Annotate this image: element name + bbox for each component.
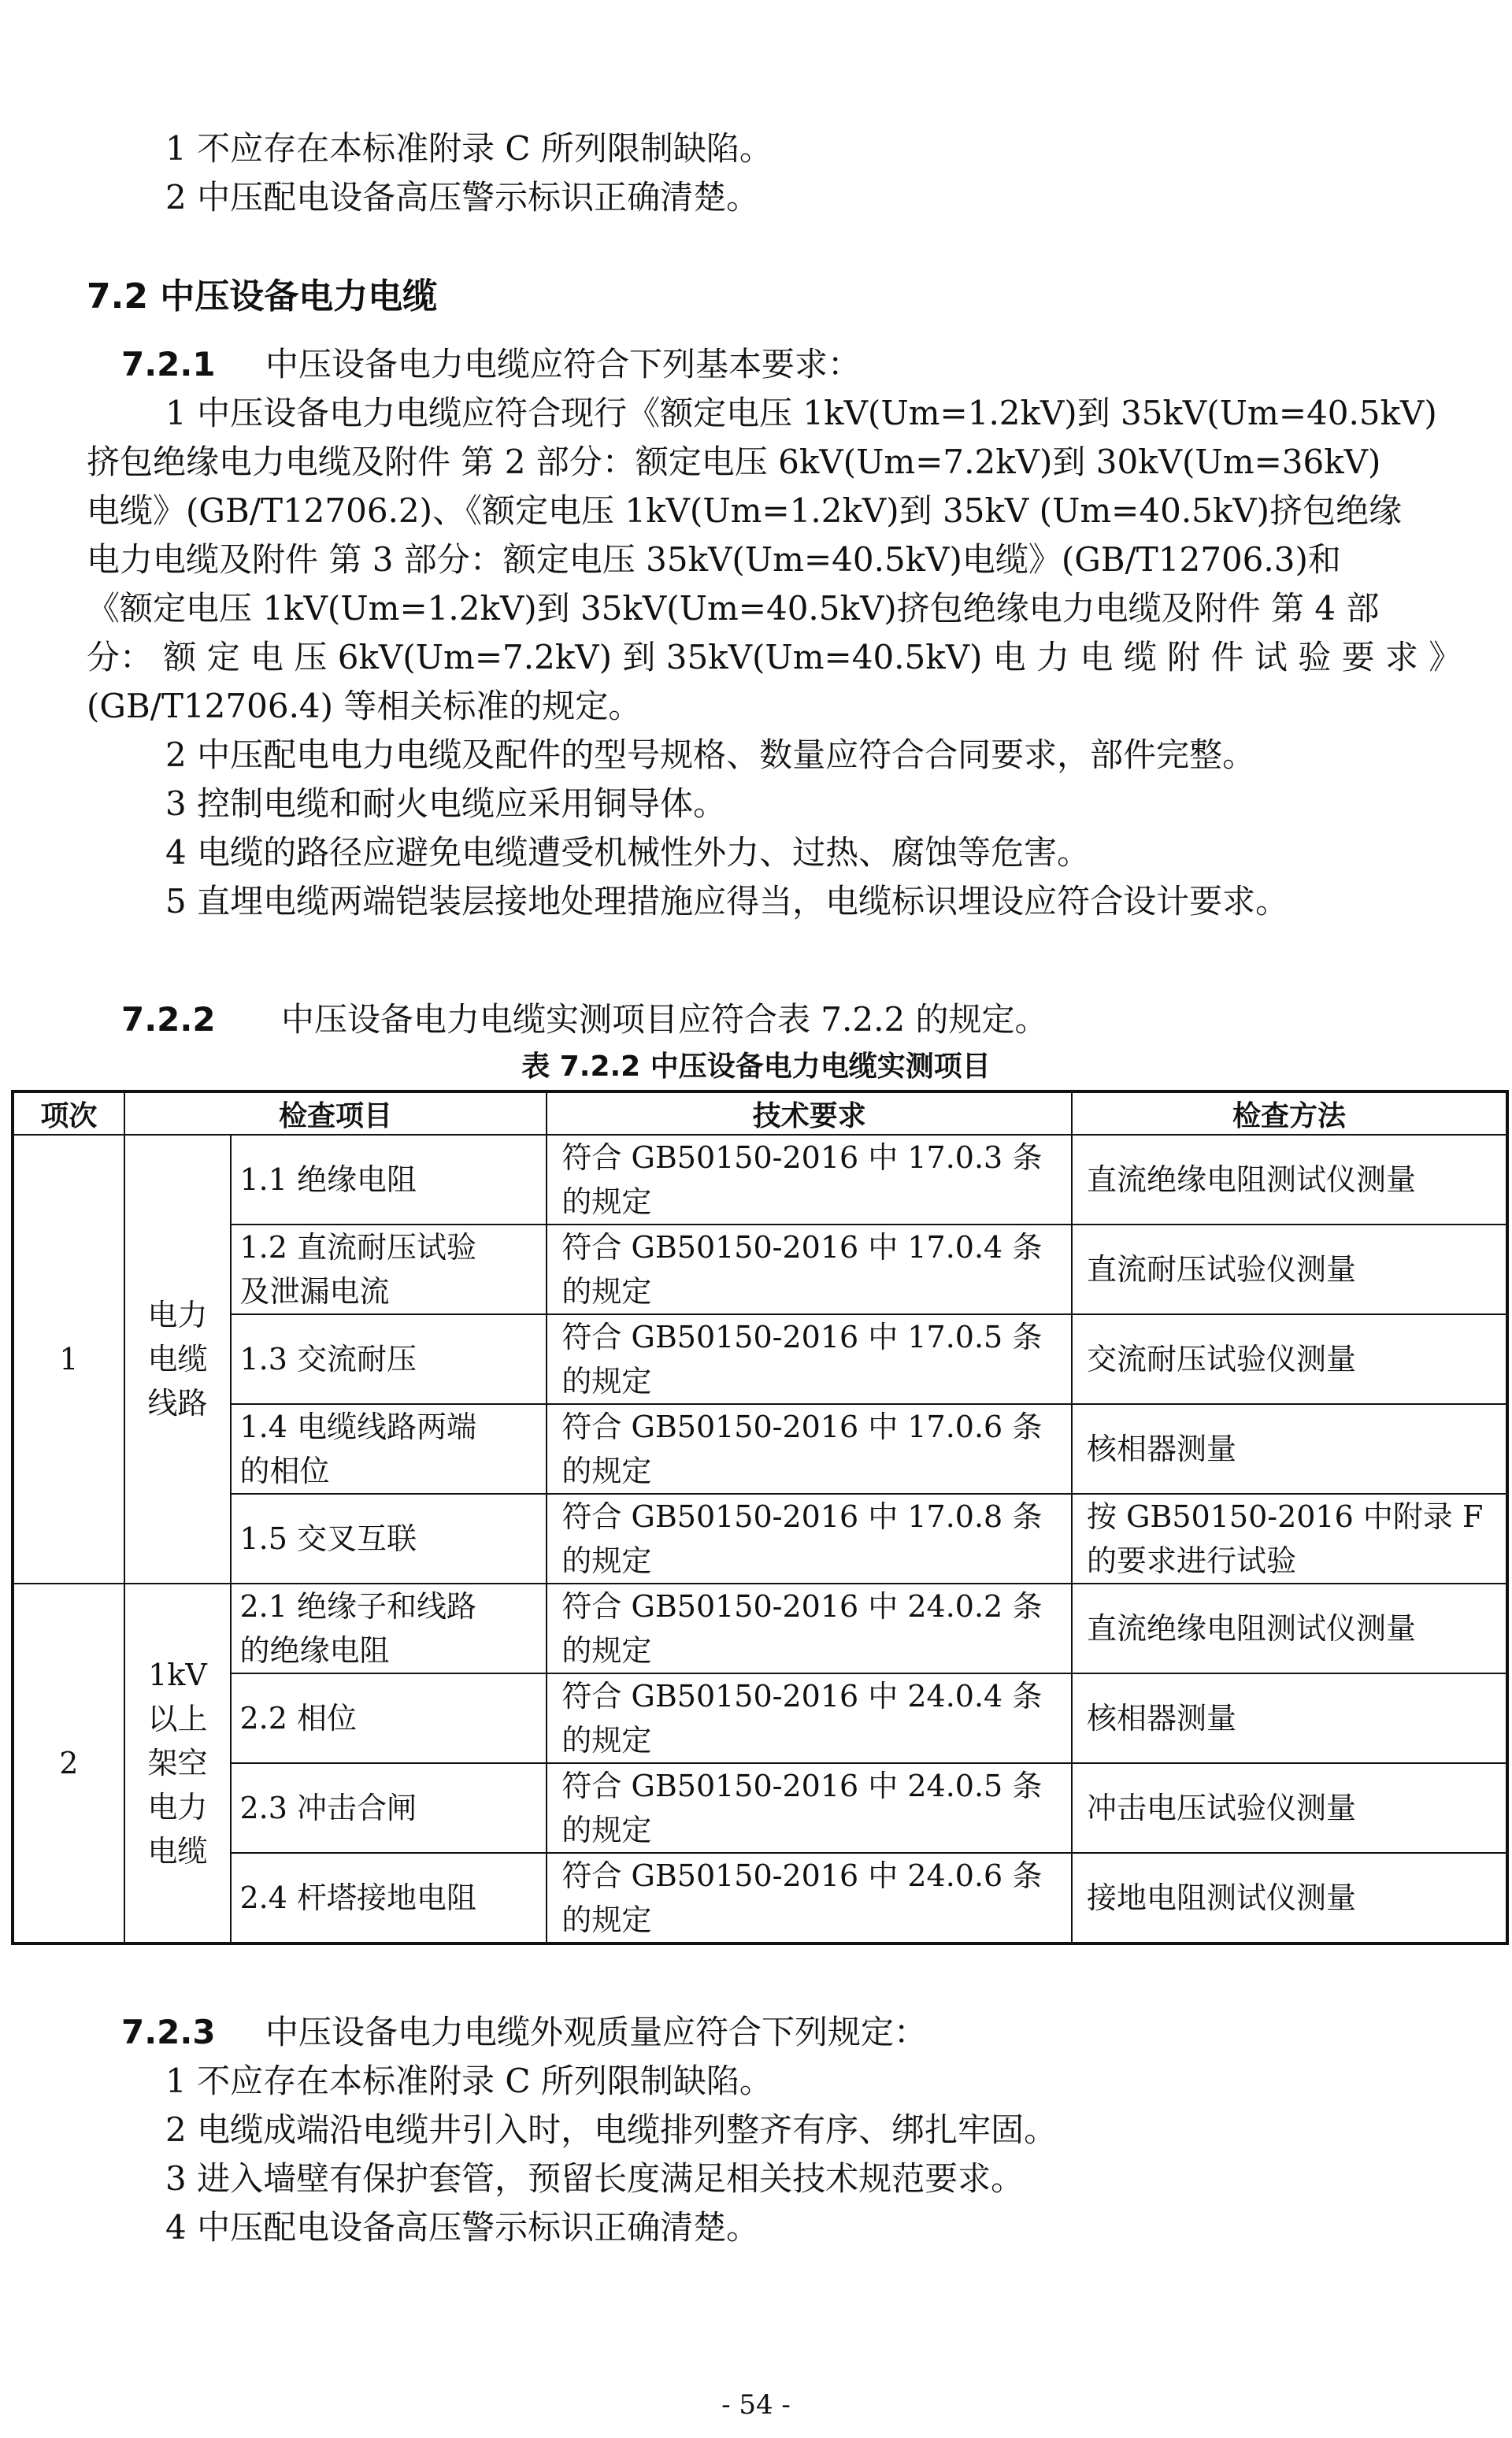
method (1072, 1135, 1507, 1225)
method (1072, 1853, 1507, 1943)
group-number: 1 (13, 1135, 124, 1584)
clause-number: 7.2.2 (121, 1000, 216, 1039)
requirement-line: 的规定 (561, 1813, 652, 1847)
method (1072, 1763, 1507, 1853)
check-item (231, 1135, 547, 1225)
method (1072, 1494, 1507, 1584)
table-row (13, 1584, 1507, 1673)
clause-721-item-2: 2 中压配电电力电缆及配件的型号规格、数量应符合合同要求，部件完整。 (165, 735, 1256, 774)
method-line: 冲击电压试验仪测量 (1087, 1791, 1357, 1825)
check-item-line: 的相位 (239, 1454, 330, 1488)
check-item-line: 1.4 电缆线路两端 (239, 1410, 476, 1444)
requirement (547, 1584, 1072, 1673)
method-line: 直流耐压试验仪测量 (1087, 1252, 1357, 1287)
top-item-2: 2 中压配电设备高压警示标识正确清楚。 (165, 178, 760, 217)
method-line: 接地电阻测试仪测量 (1087, 1880, 1357, 1915)
clause-721-item-5: 5 直埋电缆两端铠装层接地处理措施应得当，电缆标识埋设应符合设计要求。 (165, 882, 1289, 921)
para1-line-7: (GB/T12706.4) 等相关标准的规定。 (87, 687, 642, 725)
check-item-line: 2.4 杆塔接地电阻 (239, 1880, 476, 1915)
group-name-line: 电力 (147, 1298, 208, 1332)
header-seq: 项次 (13, 1091, 124, 1135)
header-requirement: 技术要求 (547, 1091, 1072, 1135)
clause-number: 7.2.3 (121, 2013, 216, 2051)
clause-721-item-3: 3 控制电缆和耐火电缆应采用铜导体。 (165, 784, 727, 823)
clause-723-item-4: 4 中压配电设备高压警示标识正确清楚。 (165, 2208, 760, 2247)
clause-723-item-3: 3 进入墙壁有保护套管，预留长度满足相关技术规范要求。 (165, 2159, 1025, 2198)
check-item-line: 1.5 交叉互联 (239, 1521, 417, 1556)
requirement-line: 的规定 (561, 1903, 652, 1937)
method (1072, 1225, 1507, 1314)
table-row (13, 1135, 1507, 1225)
top-item-1: 1 不应存在本标准附录 C 所列限制缺陷。 (165, 129, 773, 168)
requirement-line: 的规定 (561, 1274, 652, 1309)
check-item-line: 2.1 绝缘子和线路 (239, 1589, 476, 1624)
clause-7-2-2 (121, 995, 1048, 1044)
method-line: 直流绝缘电阻测试仪测量 (1087, 1611, 1417, 1646)
method-line: 直流绝缘电阻测试仪测量 (1087, 1162, 1417, 1197)
table-row (13, 1853, 1507, 1943)
check-item-line: 1.2 直流耐压试验 (239, 1230, 476, 1265)
requirement-line: 符合 GB50150-2016 中 17.0.3 条 (561, 1140, 1043, 1175)
requirement-line: 的规定 (561, 1633, 652, 1668)
inspection-table (11, 1090, 1509, 1945)
requirement-line: 符合 GB50150-2016 中 17.0.4 条 (561, 1230, 1043, 1265)
check-item (231, 1673, 547, 1763)
check-item (231, 1494, 547, 1584)
para1-line-4: 电力电缆及附件 第 3 部分：额定电压 35kV(Um=40.5kV)电缆》(GB/T12706.3)和 (87, 540, 1341, 579)
para1-line-5: 《额定电压 1kV(Um=1.2kV)到 35kV(Um=40.5kV)挤包绝缘电力电缆及附件 第 4 部 (87, 589, 1380, 628)
group-name-line: 以上 (147, 1702, 208, 1736)
table-header-row (13, 1091, 1507, 1135)
check-item-line: 的绝缘电阻 (239, 1633, 390, 1668)
requirement (547, 1494, 1072, 1584)
clause-7-2-1 (121, 340, 861, 389)
method (1072, 1314, 1507, 1404)
table-row (13, 1225, 1507, 1314)
section-title: 中压设备电力电缆 (160, 276, 438, 317)
requirement-line: 的规定 (561, 1543, 652, 1578)
clause-723-item-2: 2 电缆成端沿电缆井引入时，电缆排列整齐有序、绑扎牢固。 (165, 2110, 1058, 2149)
requirement (547, 1853, 1072, 1943)
method-line: 的要求进行试验 (1087, 1543, 1297, 1578)
group-name-line: 架空 (147, 1746, 208, 1780)
group-name (124, 1135, 232, 1584)
clause-text: 中压设备电力电缆应符合下列基本要求： (265, 345, 861, 383)
requirement-line: 的规定 (561, 1723, 652, 1758)
requirement-line: 符合 GB50150-2016 中 17.0.5 条 (561, 1320, 1043, 1354)
requirement-line: 的规定 (561, 1364, 652, 1399)
requirement-line: 符合 GB50150-2016 中 17.0.8 条 (561, 1499, 1043, 1534)
check-item (231, 1225, 547, 1314)
para1-line-3: 电缆》(GB/T12706.2)、《额定电压 1kV(Um=1.2kV)到 35kV (Um=40.5kV)挤包绝缘 (87, 491, 1403, 530)
group-name (124, 1584, 232, 1943)
requirement (547, 1763, 1072, 1853)
clause-text: 中压设备电力电缆外观质量应符合下列规定： (265, 2013, 927, 2051)
clause-723-item-1: 1 不应存在本标准附录 C 所列限制缺陷。 (165, 2062, 773, 2100)
requirement (547, 1404, 1072, 1494)
method (1072, 1404, 1507, 1494)
header-method: 检查方法 (1072, 1091, 1507, 1135)
method (1072, 1584, 1507, 1673)
clause-7-2-3 (121, 2008, 927, 2057)
group-number: 2 (13, 1584, 124, 1943)
check-item-line: 2.2 相位 (239, 1701, 357, 1736)
section-heading (87, 272, 437, 321)
check-item-line: 1.3 交流耐压 (239, 1342, 417, 1376)
para1-line-2: 挤包绝缘电力电缆及附件 第 2 部分：额定电压 6kV(Um=7.2kV)到 30kV(Um=36kV) (87, 443, 1381, 481)
table-row (13, 1404, 1507, 1494)
requirement-line: 符合 GB50150-2016 中 24.0.2 条 (561, 1589, 1043, 1624)
method-line: 核相器测量 (1087, 1432, 1237, 1466)
requirement (547, 1314, 1072, 1404)
table-row (13, 1763, 1507, 1853)
group-name-line: 电缆 (147, 1834, 208, 1869)
table-caption: 表 7.2.2 中压设备电力电缆实测项目 (521, 1050, 991, 1083)
group-name-line: 电缆 (147, 1342, 208, 1376)
requirement-line: 的规定 (561, 1454, 652, 1488)
check-item (231, 1314, 547, 1404)
table-row (13, 1494, 1507, 1584)
clause-text: 中压设备电力电缆实测项目应符合表 7.2.2 的规定。 (280, 1000, 1048, 1039)
method-line: 核相器测量 (1087, 1701, 1237, 1736)
table-row (13, 1314, 1507, 1404)
check-item-line: 及泄漏电流 (239, 1274, 390, 1309)
section-number: 7.2 (87, 276, 148, 317)
group-name-line: 电力 (147, 1790, 208, 1825)
check-item (231, 1584, 547, 1673)
requirement-line: 符合 GB50150-2016 中 24.0.5 条 (561, 1769, 1043, 1803)
check-item-line: 1.1 绝缘电阻 (239, 1162, 417, 1197)
check-item (231, 1853, 547, 1943)
requirement-line: 符合 GB50150-2016 中 17.0.6 条 (561, 1410, 1043, 1444)
group-name-line: 1kV (148, 1658, 207, 1692)
para1-line-1: 1 中压设备电力电缆应符合现行《额定电压 1kV(Um=1.2kV)到 35kV(Um=40.5kV) (165, 394, 1437, 432)
group-name-line: 线路 (147, 1386, 208, 1421)
method-line: 按 GB50150-2016 中附录 F (1087, 1499, 1484, 1534)
requirement (547, 1135, 1072, 1225)
method-line: 交流耐压试验仪测量 (1087, 1342, 1357, 1376)
method (1072, 1673, 1507, 1763)
check-item (231, 1763, 547, 1853)
requirement-line: 符合 GB50150-2016 中 24.0.4 条 (561, 1679, 1043, 1714)
para1-line-6: 分： 额 定 电 压 6kV(Um=7.2kV) 到 35kV(Um=40.5kV) 电 力 电 缆 附 件 试 验 要 求 》 (87, 638, 1462, 676)
clause-721-item-4: 4 电缆的路径应避免电缆遭受机械性外力、过热、腐蚀等危害。 (165, 833, 1091, 872)
header-item: 检查项目 (124, 1091, 547, 1135)
page-number: - 54 - (721, 2389, 791, 2421)
requirement-line: 符合 GB50150-2016 中 24.0.6 条 (561, 1858, 1043, 1893)
table-row (13, 1673, 1507, 1763)
check-item (231, 1404, 547, 1494)
requirement (547, 1673, 1072, 1763)
check-item-line: 2.3 冲击合闸 (239, 1791, 417, 1825)
requirement (547, 1225, 1072, 1314)
requirement-line: 的规定 (561, 1184, 652, 1219)
clause-number: 7.2.1 (121, 345, 216, 383)
